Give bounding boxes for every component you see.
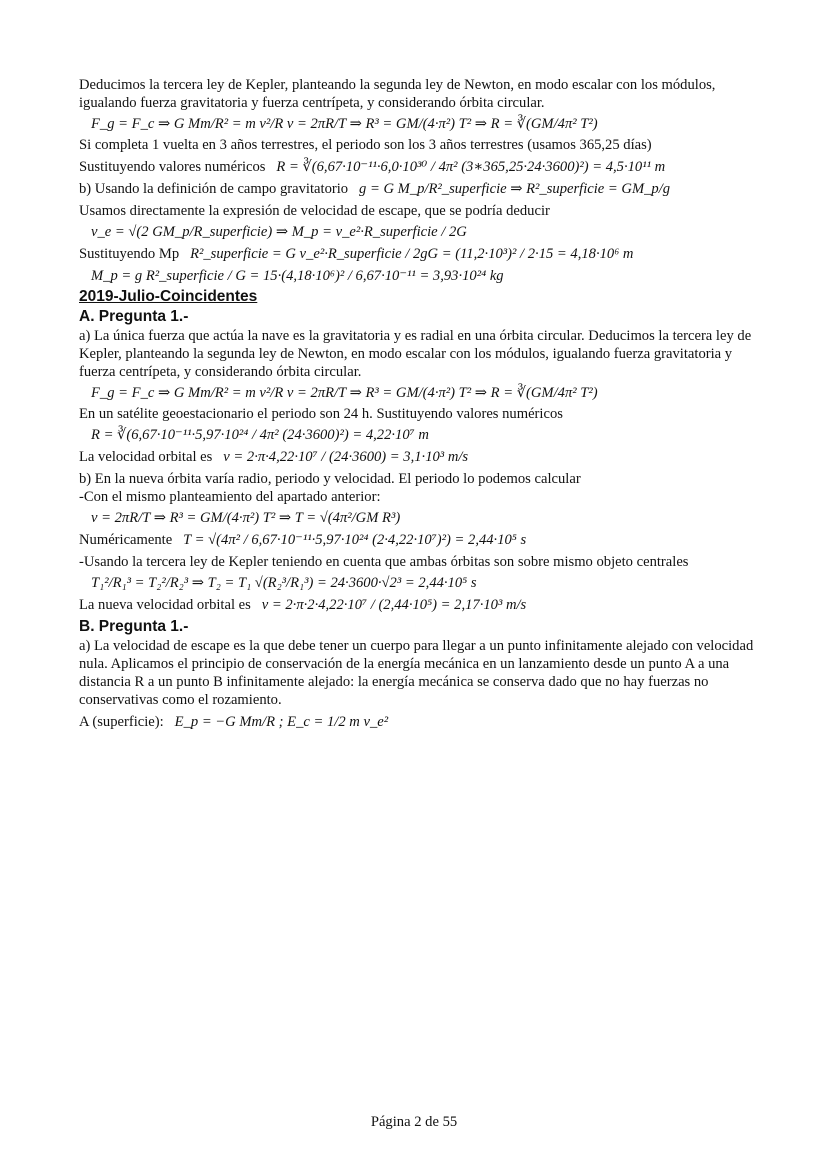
equation-label: Sustituyendo Mp [79, 246, 180, 262]
equation: F_g = F_c ⇒ G Mm/R² = m v²/R v = 2πR/T ⇒ R³ = GM/(4·π²) T² ⇒ R = ∛(GM/4π² T²) [91, 116, 598, 132]
equation-row [79, 180, 759, 198]
equation-row [79, 531, 759, 549]
paragraph: En un satélite geoestacionario el periodo son 24 h. Sustituyendo valores numéricos [79, 406, 563, 422]
equation: M_p = g R²_superficie / G = 15·(4,18·10⁶)² / 6,67·10⁻¹¹ = 3,93·10²⁴ kg [91, 268, 504, 284]
paragraph: a) La velocidad de escape es la que debe tener un cuerpo para llegar a un punto infinitamente alejado con velocidad nula. Aplicamos el principio de conservación de la energía mecánica en un lanzamiento desde un punto A a una distancia R a un punto B infinitamente alejado: la energía mecánica se conserva dado que no hay fuerzas no conservativas como el rozamiento. [79, 638, 754, 708]
equation: R²_superficie = G v_e²·R_superficie / 2gG = (11,2·10³)² / 2·15 = 4,18·10⁶ m [190, 246, 634, 262]
page-number: Página 2 de 55 [370, 1114, 458, 1130]
equation: v = 2·π·2·4,22·10⁷ / (2,44·10⁵) = 2,17·10³ m/s [261, 597, 527, 613]
equation: R = ∛(6,67·10⁻¹¹·6,0·10³⁰ / 4π² (3∗365,25·24·3600)²) = 4,5·10¹¹ m [276, 159, 666, 175]
equation: F_g = F_c ⇒ G Mm/R² = m v²/R v = 2πR/T ⇒ R³ = GM/(4·π²) T² ⇒ R = ∛(GM/4π² T²) [91, 385, 598, 401]
paragraph: Si completa 1 vuelta en 3 años terrestres, el periodo son los 3 años terrestres (usamos 365,25 días) [79, 137, 652, 153]
question-heading: A. Pregunta 1.- [79, 308, 189, 325]
equation-row [79, 448, 759, 466]
paragraph: -Con el mismo planteamiento del apartado anterior: [79, 489, 381, 505]
paragraph: Usamos directamente la expresión de velocidad de escape, que se podría deducir [79, 203, 550, 219]
equation: v = 2πR/T ⇒ R³ = GM/(4·π²) T² ⇒ T = √(4π²/GM R³) [91, 510, 401, 526]
equation-label: Sustituyendo valores numéricos [79, 159, 266, 175]
equation-row [79, 245, 759, 263]
equation: v = 2·π·4,22·10⁷ / (24·3600) = 3,1·10³ m/s [223, 449, 469, 465]
paragraph: -Usando la tercera ley de Kepler teniendo en cuenta que ambas órbitas son sobre mismo objeto centrales [79, 554, 689, 570]
equation: g = G M_p/R²_superficie ⇒ R²_superficie = GM_p/g [359, 181, 671, 197]
paragraph: Deducimos la tercera ley de Kepler, planteando la segunda ley de Newton, en modo escalar con los módulos, igualando fuerza gravitatoria y fuerza centrípeta, y considerando órbita circular. [79, 77, 716, 111]
equation-label: La velocidad orbital es [79, 449, 213, 465]
equation-row [79, 713, 759, 731]
question-heading: B. Pregunta 1.- [79, 618, 189, 635]
equation: T₁²/R₁³ = T₂²/R₂³ ⇒ T₂ = T₁ √(R₂³/R₁³) = 24·3600·√2³ = 2,44·10⁵ s [91, 575, 477, 591]
equation-label: Numéricamente [79, 532, 173, 548]
equation: T = √(4π² / 6,67·10⁻¹¹·5,97·10²⁴ (2·4,22·10⁷)²) = 2,44·10⁵ s [183, 532, 527, 548]
equation-row [79, 596, 759, 614]
paragraph: b) En la nueva órbita varía radio, periodo y velocidad. El periodo lo podemos calcular [79, 471, 581, 487]
page-content [79, 76, 759, 735]
section-heading: 2019-Julio-Coincidentes [79, 288, 258, 305]
paragraph: a) La única fuerza que actúa la nave es la gravitatoria y es radial en una órbita circular. Deducimos la tercera ley de Kepler, planteando la segunda ley de Newton, en modo escalar con los módulos, igualando fuerza gravitatoria y fuerza centrípeta, y considerando órbita circular. [79, 328, 752, 380]
equation: v_e = √(2 GM_p/R_superficie) ⇒ M_p = v_e²·R_superficie / 2G [91, 224, 467, 240]
equation-label: A (superficie): [79, 714, 164, 730]
equation: R = ∛(6,67·10⁻¹¹·5,97·10²⁴ / 4π² (24·3600)²) = 4,22·10⁷ m [91, 427, 429, 443]
equation-label: La nueva velocidad orbital es [79, 597, 251, 613]
equation-row [79, 158, 759, 176]
equation: E_p = −G Mm/R ; E_c = 1/2 m v_e² [174, 714, 389, 730]
equation-label: b) Usando la definición de campo gravitatorio [79, 181, 349, 197]
